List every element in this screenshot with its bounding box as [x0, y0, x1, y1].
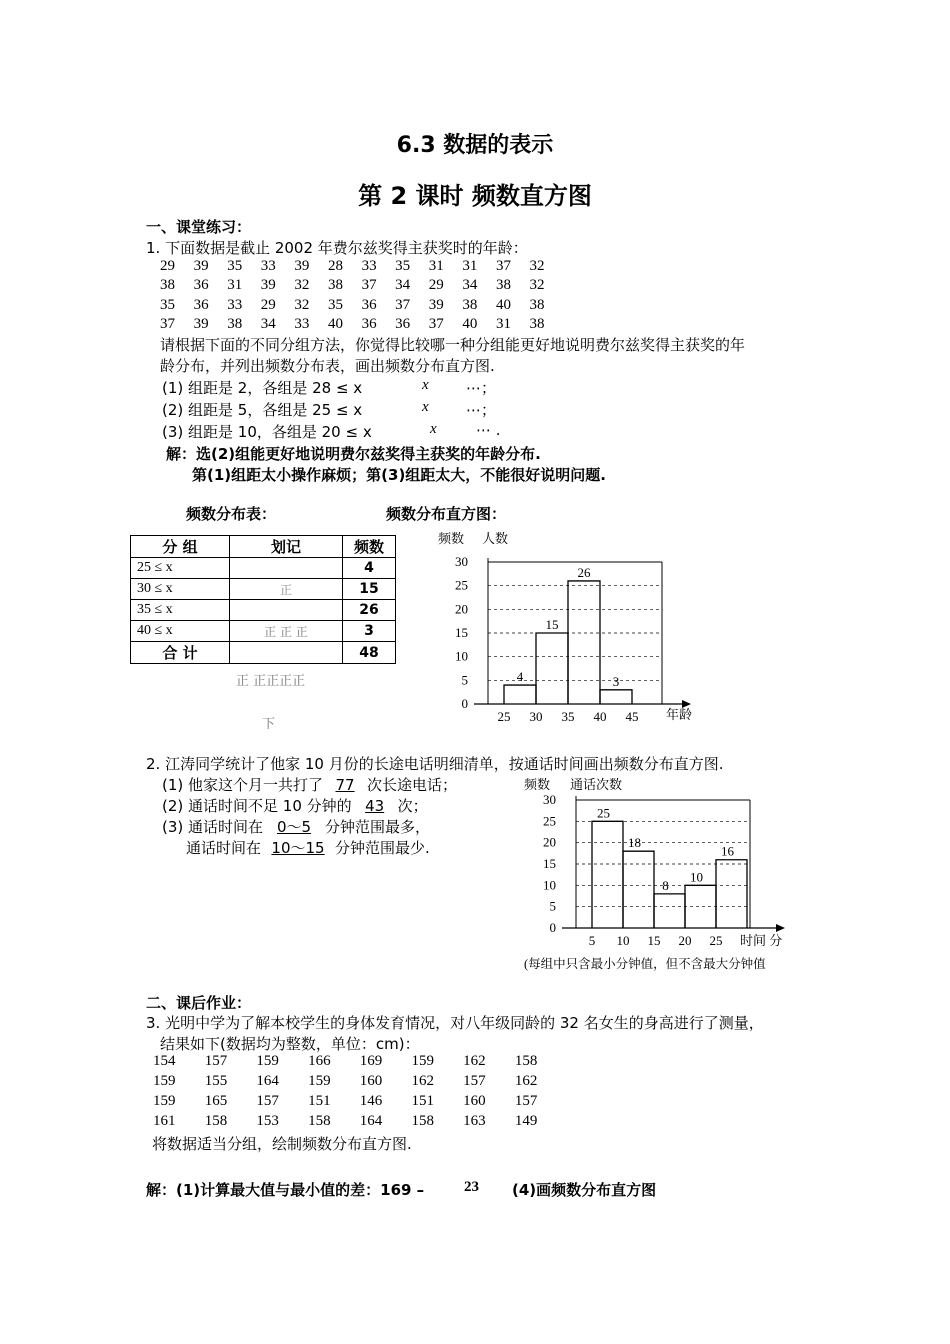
q1-data-value: 34	[260, 315, 276, 332]
table-total-count: 48	[343, 642, 396, 664]
q1-data-value: 35	[227, 258, 243, 274]
call-histogram	[518, 770, 818, 976]
table-cell-tally	[230, 600, 343, 621]
table-header-group: 分 组	[131, 536, 230, 558]
x-tick-label: 25	[709, 933, 723, 948]
x-tick-label: 10	[616, 933, 630, 948]
bar-value-label: 26	[577, 564, 591, 580]
q1-data-value: 35	[395, 258, 411, 274]
x-tick-label: 35	[561, 709, 575, 724]
table-row	[131, 600, 396, 621]
q3-data-value: 159	[153, 1093, 176, 1109]
q3-data-value: 159	[153, 1073, 176, 1089]
histogram-bar	[504, 685, 536, 704]
chart1-ylabel2: 人数	[482, 531, 509, 546]
table-cell-group: 35 ≤ x	[131, 600, 230, 621]
bar-value-label: 16	[721, 843, 734, 859]
frequency-table	[130, 535, 396, 664]
tally-overflow-1: 正 正正正正	[236, 674, 306, 689]
q3-solution: 解：(1)计算最大值与最小值的差：169 –	[146, 1181, 425, 1199]
histogram-bar	[623, 851, 654, 928]
y-tick-label: 10	[543, 877, 556, 893]
section-heading-1: 一、课堂练习：	[146, 218, 252, 236]
table-cell-tally	[230, 642, 343, 664]
bar-value-label: 3	[612, 673, 620, 689]
q3-data-value: 162	[463, 1053, 486, 1069]
y-tick-label: 5	[549, 898, 556, 914]
q1-data-value: 37	[495, 258, 511, 274]
y-tick-label: 0	[461, 696, 468, 711]
q2-line2-prefix: (2) 通话时间不足 10 分钟的	[162, 797, 352, 815]
q2-line3-prefix: (3) 通话时间在	[162, 818, 264, 836]
tally-overflow-2: 下	[262, 717, 276, 732]
q1-data-value: 38	[495, 277, 511, 294]
q3-data-value: 162	[514, 1073, 538, 1089]
q3-data-value: 159	[256, 1053, 279, 1069]
q1-data-row	[160, 258, 563, 275]
q3-solution-step4: (4)画频数分布直方图	[512, 1181, 657, 1199]
q1-data-value: 39	[193, 258, 209, 274]
q1-data-value: 38	[529, 296, 545, 313]
q1-data-value: 32	[294, 277, 310, 294]
y-tick-label: 25	[543, 813, 556, 829]
q3-data-value: 155	[204, 1073, 228, 1089]
q3-data-value: 166	[308, 1053, 331, 1069]
bar-value-label: 10	[690, 869, 703, 885]
x-tick-label: 30	[529, 709, 543, 724]
histogram-bar	[536, 633, 568, 704]
q1-data-value: 33	[227, 296, 243, 313]
q1-data-value: 31	[462, 258, 478, 274]
q1-data-value: 36	[395, 315, 411, 332]
q2-line3	[162, 816, 430, 837]
q1-data-value: 31	[428, 258, 444, 274]
q1-data-value: 36	[193, 296, 209, 313]
table-total-row	[131, 642, 396, 664]
y-tick-label: 15	[455, 625, 468, 640]
q3-data-value: 169	[359, 1053, 383, 1069]
q1-data-value: 33	[361, 258, 377, 274]
x-axis-arrow	[776, 924, 785, 932]
bar-value-label: 8	[662, 877, 669, 893]
q1-data-value: 39	[260, 277, 276, 294]
q1-data-value: 38	[529, 315, 545, 332]
q2-line3-suffix: 分钟范围最多，	[325, 818, 431, 836]
table-cell-count: 15	[343, 579, 396, 600]
q3-data-value: 154	[153, 1053, 176, 1069]
q1-data-row	[160, 277, 563, 294]
q1-data-value: 37	[428, 315, 444, 332]
table-header-count: 频数	[343, 536, 396, 558]
q3-data-value: 160	[463, 1093, 486, 1109]
q1-data-value: 29	[160, 258, 175, 274]
q1-option-2-var: x	[422, 399, 429, 415]
q1-data-value: 36	[193, 277, 209, 294]
histogram-label: 频数分布直方图：	[386, 505, 507, 523]
q1-data-value: 29	[260, 296, 276, 313]
table-cell-group: 25 ≤ x	[131, 558, 230, 579]
q2-line4-prefix: 通话时间在	[186, 839, 262, 857]
q1-data-value: 38	[160, 277, 175, 294]
q1-data-value: 40	[495, 296, 511, 313]
q1-data-value: 32	[529, 258, 545, 274]
histogram-bar	[716, 860, 747, 928]
q1-data-value: 34	[395, 277, 411, 294]
q3-data-value: 151	[308, 1093, 331, 1109]
x-tick-label: 45	[625, 709, 639, 724]
q1-data-value: 32	[294, 296, 310, 313]
q3-data-value: 153	[256, 1113, 279, 1129]
chart2-ylabel2: 通话次数	[570, 777, 623, 792]
q1-answer-line1: 解：选(2)组能更好地说明费尔兹奖得主获奖的年龄分布.	[166, 445, 541, 463]
y-tick-label: 20	[543, 834, 556, 850]
table-cell-count: 26	[343, 600, 396, 621]
age-histogram	[430, 526, 710, 730]
q3-data-value: 149	[514, 1113, 538, 1129]
y-tick-label: 20	[455, 601, 468, 617]
y-tick-label: 25	[455, 577, 468, 593]
y-tick-label: 10	[455, 648, 468, 664]
chart1-xlabel: 年龄	[666, 707, 693, 722]
q3-data-row	[153, 1073, 567, 1090]
section-heading-2: 二、课后作业：	[146, 994, 252, 1012]
q3-ask: 将数据适当分组，绘制频数分布直方图.	[152, 1135, 412, 1153]
q1-ask-line1: 请根据下面的不同分组方法，你觉得比较哪一种分组能更好地说明费尔兹奖得主获奖的年	[160, 336, 746, 354]
bar-value-label: 25	[597, 805, 610, 821]
q1-data-value: 38	[462, 296, 478, 313]
q1-data-value: 39	[428, 296, 444, 313]
chart1-ylabel: 频数	[438, 531, 465, 546]
q3-data-value: 161	[153, 1113, 176, 1129]
table-cell-group: 30 ≤ x	[131, 579, 230, 600]
table-cell-tally: 正	[230, 579, 343, 600]
histogram-bar	[654, 894, 685, 928]
table-header-row	[131, 536, 396, 558]
q3-stem-2: 结果如下(数据均为整数，单位：cm)：	[160, 1035, 420, 1053]
q1-data-value: 31	[495, 315, 511, 332]
q3-data-value: 162	[411, 1073, 434, 1089]
q3-data-row	[153, 1113, 567, 1130]
bar-value-label: 18	[628, 835, 641, 851]
q2-answer-3: 0～5	[276, 818, 312, 836]
q1-data-value: 38	[327, 277, 343, 294]
q1-stem: 1. 下面数据是截止 2002 年费尔兹奖得主获奖时的年龄：	[146, 239, 528, 257]
y-tick-label: 30	[455, 554, 468, 569]
x-tick-label: 20	[678, 933, 692, 948]
q1-option-1-ellipsis: ⋯；	[466, 379, 497, 397]
q2-line4-suffix: 分钟范围最少.	[335, 839, 430, 857]
q1-option-3: (3) 组距是 10，各组是 20 ≤ x	[162, 423, 372, 441]
x-tick-label: 40	[593, 709, 607, 724]
q1-data-value: 37	[160, 315, 175, 332]
table-header-tally: 划记	[230, 536, 343, 558]
q1-answer-line2: 第(1)组距太小操作麻烦；第(3)组距太大，不能很好说明问题.	[192, 466, 606, 484]
table-cell-count: 3	[343, 621, 396, 642]
q1-data-value: 33	[260, 258, 276, 274]
table-label: 频数分布表：	[186, 505, 277, 523]
chart2-xlabel: 时间 分	[740, 933, 783, 948]
q3-data-value: 159	[411, 1053, 434, 1069]
histogram-bar	[592, 821, 623, 928]
q1-data-value: 40	[462, 315, 478, 332]
q3-data-value: 164	[256, 1073, 279, 1089]
y-tick-label: 15	[543, 856, 556, 871]
q3-data-value: 158	[411, 1113, 434, 1129]
q1-data-value: 36	[361, 296, 377, 313]
q3-data-value: 160	[359, 1073, 383, 1089]
q1-data-value: 35	[327, 296, 343, 313]
table-row	[131, 621, 396, 642]
y-tick-label: 0	[549, 920, 556, 935]
bar-value-label: 4	[516, 669, 524, 685]
q1-option-2-ellipsis: ⋯；	[466, 401, 497, 419]
q3-data-value: 151	[411, 1093, 434, 1109]
histogram-bar	[568, 581, 600, 704]
page-title: 6.3 数据的表示	[396, 133, 554, 158]
q2-line4	[186, 837, 430, 858]
histogram-bar	[685, 885, 716, 928]
q1-data-value: 31	[227, 277, 243, 294]
y-tick-label: 5	[461, 672, 468, 688]
q1-option-3-ellipsis: ⋯ .	[476, 421, 501, 439]
q2-line1-prefix: (1) 他家这个月一共打了	[162, 776, 324, 794]
q3-data-value: 157	[514, 1093, 538, 1109]
q1-data-row	[160, 297, 563, 314]
q1-data-value: 38	[227, 315, 243, 332]
q3-data-value: 158	[308, 1113, 331, 1129]
q1-data-row	[160, 316, 563, 333]
q1-data-value: 36	[361, 315, 377, 332]
q1-data-value: 34	[462, 277, 478, 294]
histogram-bar	[600, 690, 632, 704]
table-cell-count: 4	[343, 558, 396, 579]
q2-answer-1: 77	[335, 776, 355, 794]
q3-data-value: 157	[256, 1093, 279, 1109]
q1-data-value: 35	[160, 296, 175, 313]
q3-data-value: 159	[308, 1073, 331, 1089]
q1-data-value: 32	[529, 277, 545, 294]
q3-stem-1: 3. 光明中学为了解本校学生的身体发育情况，对八年级同龄的 32 名女生的身高进行了测量，	[146, 1014, 764, 1032]
bar-value-label: 15	[545, 617, 559, 632]
table-row	[131, 558, 396, 579]
q1-data-value: 28	[327, 258, 343, 274]
page-subtitle: 第 2 课时 频数直方图	[358, 182, 592, 210]
q1-option-2: (2) 组距是 5，各组是 25 ≤ x	[162, 401, 363, 419]
q3-data-value: 164	[359, 1113, 383, 1129]
x-tick-label: 5	[588, 933, 596, 948]
x-tick-label: 25	[497, 709, 511, 724]
chart2-note: (每组中只含最小分钟值，但不含最大分钟值	[524, 957, 766, 971]
q1-data-value: 40	[327, 315, 343, 332]
q3-data-value: 158	[514, 1053, 538, 1069]
q1-data-value: 33	[294, 315, 310, 332]
y-tick-label: 30	[543, 792, 556, 807]
q3-data-value: 165	[204, 1093, 228, 1109]
q1-data-value: 37	[361, 277, 377, 294]
q1-option-3-var: x	[430, 421, 437, 437]
q3-data-value: 146	[359, 1093, 383, 1109]
q1-option-1: (1) 组距是 2，各组是 28 ≤ x	[162, 379, 363, 397]
table-cell-tally	[230, 558, 343, 579]
q1-data-value: 39	[193, 315, 209, 332]
q1-data-value: 29	[428, 277, 444, 294]
q2-answer-2: 43	[365, 797, 385, 815]
chart2-ylabel: 频数	[524, 777, 551, 792]
q2-stem: 2. 江涛同学统计了他家 10 月份的长途电话明细清单，按通话时间画出频数分布直方图.	[146, 755, 724, 773]
q1-data-value: 37	[395, 296, 411, 313]
q1-option-1-var: x	[422, 377, 429, 393]
q2-line1-suffix: 次长途电话；	[367, 776, 458, 794]
q3-data-value: 157	[204, 1053, 228, 1069]
q3-data-value: 157	[463, 1073, 486, 1089]
table-cell-group: 40 ≤ x	[131, 621, 230, 642]
q2-answer-4: 10～15	[271, 839, 325, 857]
q3-data-value: 158	[204, 1113, 228, 1129]
q2-line2	[162, 795, 428, 816]
q3-solution-value: 23	[464, 1179, 479, 1195]
x-tick-label: 15	[647, 933, 661, 948]
q3-data-row	[153, 1053, 567, 1070]
q2-line2-suffix: 次；	[397, 797, 428, 815]
q3-data-value: 163	[463, 1113, 486, 1129]
q1-ask-line2: 龄分布，并列出频数分布表，画出频数分布直方图.	[160, 357, 495, 375]
table-total-label: 合 计	[131, 642, 230, 664]
table-cell-tally: 正 正 正	[230, 621, 343, 642]
q1-data-value: 39	[294, 258, 310, 274]
table-row	[131, 579, 396, 600]
q3-data-row	[153, 1093, 567, 1110]
q2-line1	[162, 774, 457, 795]
